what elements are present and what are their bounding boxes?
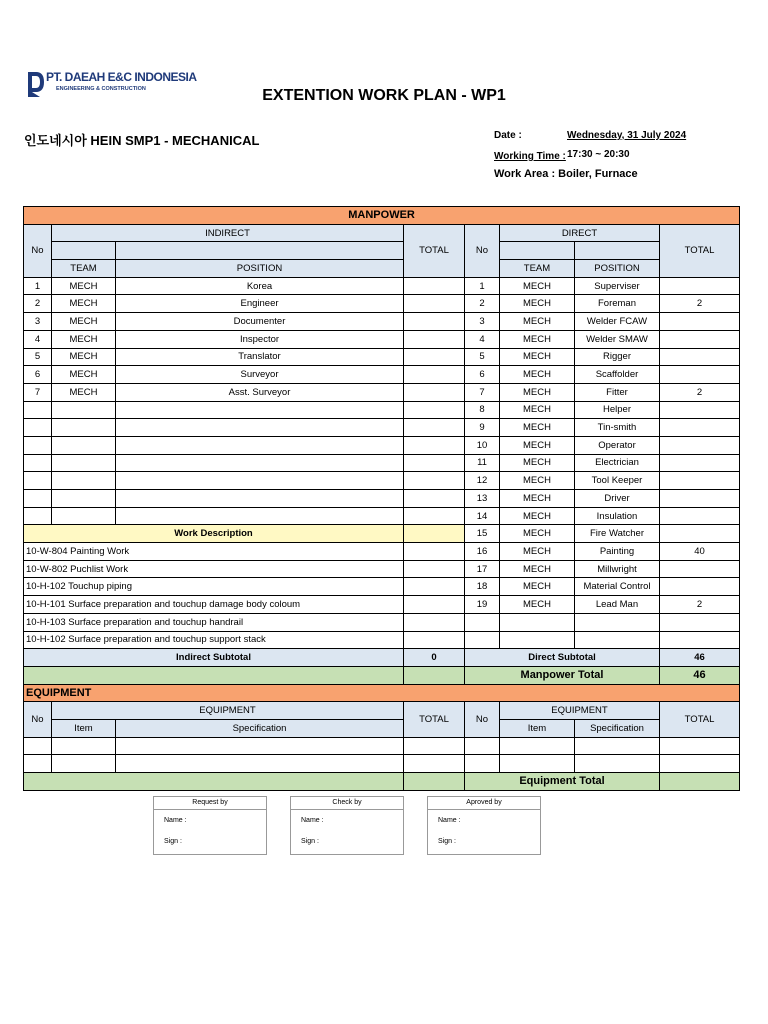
equipment-total-value (660, 773, 740, 791)
direct-team: MECH (500, 348, 575, 366)
indirect-team: MECH (52, 366, 116, 384)
table-row (24, 490, 740, 508)
direct-position: Scaffolder (575, 366, 660, 384)
signature-sign-label: Sign : (438, 838, 456, 845)
direct-total (660, 613, 740, 631)
direct-no: 9 (465, 419, 500, 437)
direct-position: Tool Keeper (575, 472, 660, 490)
indirect-team (52, 507, 116, 525)
direct-position: Tin-smith (575, 419, 660, 437)
equipment-right-total-header: TOTAL (660, 702, 740, 737)
indirect-team (52, 454, 116, 472)
indirect-no (24, 507, 52, 525)
direct-blank-cell (500, 242, 575, 260)
direct-team: MECH (500, 490, 575, 508)
direct-no: 19 (465, 596, 500, 614)
direct-total (660, 330, 740, 348)
direct-position: Driver (575, 490, 660, 508)
table-row (24, 631, 740, 649)
direct-team: MECH (500, 383, 575, 401)
direct-team: MECH (500, 543, 575, 561)
indirect-no: 7 (24, 383, 52, 401)
direct-team: MECH (500, 472, 575, 490)
indirect-total (404, 348, 465, 366)
equipment-cell (404, 737, 465, 755)
signature-box (427, 796, 541, 855)
direct-team: MECH (500, 596, 575, 614)
direct-subtotal-value: 46 (660, 649, 740, 667)
indirect-position: Asst. Surveyor (116, 383, 404, 401)
direct-team: MECH (500, 525, 575, 543)
indirect-position-header: POSITION (116, 260, 404, 278)
equipment-cell (660, 737, 740, 755)
manpower-header: MANPOWER (24, 207, 740, 225)
direct-no: 3 (465, 313, 500, 331)
signature-name-label: Name : (301, 817, 324, 824)
direct-team: MECH (500, 560, 575, 578)
equipment-cell (660, 755, 740, 773)
indirect-position: Translator (116, 348, 404, 366)
indirect-team (52, 436, 116, 454)
table-row (24, 313, 740, 331)
date-value: Wednesday, 31 July 2024 (567, 130, 687, 141)
indirect-no-header: No (24, 224, 52, 277)
equipment-row (24, 737, 740, 755)
indirect-total (404, 277, 465, 295)
indirect-position: Korea (116, 277, 404, 295)
manpower-total-blank (24, 666, 404, 684)
direct-position (575, 613, 660, 631)
direct-team (500, 613, 575, 631)
indirect-position (116, 419, 404, 437)
equipment-total-row (24, 773, 740, 791)
indirect-total (404, 295, 465, 313)
indirect-no: 1 (24, 277, 52, 295)
work-description-total (404, 525, 465, 543)
equipment-cell (500, 737, 575, 755)
direct-position: Helper (575, 401, 660, 419)
direct-total (660, 507, 740, 525)
indirect-no (24, 436, 52, 454)
equipment-spec-header: Specification (575, 719, 660, 737)
indirect-total (404, 472, 465, 490)
direct-total: 2 (660, 596, 740, 614)
work-description-header: Work Description (24, 525, 404, 543)
table-row (24, 419, 740, 437)
indirect-team (52, 401, 116, 419)
table-row (24, 277, 740, 295)
indirect-no (24, 490, 52, 508)
work-description-item: 10-W-802 Puchlist Work (24, 560, 404, 578)
indirect-no: 2 (24, 295, 52, 313)
direct-total: 2 (660, 383, 740, 401)
signature-box (290, 796, 404, 855)
indirect-position: Inspector (116, 330, 404, 348)
direct-position: Material Control (575, 578, 660, 596)
equipment-cell (52, 755, 116, 773)
indirect-position: Engineer (116, 295, 404, 313)
work-area: Work Area : Boiler, Furnace (494, 168, 638, 180)
indirect-team: MECH (52, 330, 116, 348)
indirect-no (24, 454, 52, 472)
equipment-cell (404, 755, 465, 773)
table-row (24, 330, 740, 348)
indirect-team: MECH (52, 348, 116, 366)
direct-total (660, 490, 740, 508)
indirect-total-header: TOTAL (404, 224, 465, 277)
equipment-total-blank (24, 773, 404, 791)
equipment-left-header: EQUIPMENT (52, 702, 404, 720)
signature-name-label: Name : (164, 817, 187, 824)
indirect-total (404, 419, 465, 437)
direct-team: MECH (500, 436, 575, 454)
direct-no: 7 (465, 383, 500, 401)
indirect-team: MECH (52, 383, 116, 401)
direct-position: Welder SMAW (575, 330, 660, 348)
work-description-total (404, 596, 465, 614)
indirect-no (24, 401, 52, 419)
table-row (24, 436, 740, 454)
direct-no: 10 (465, 436, 500, 454)
direct-team: MECH (500, 277, 575, 295)
direct-total-header: TOTAL (660, 224, 740, 277)
manpower-total-row (24, 666, 740, 684)
direct-position: Painting (575, 543, 660, 561)
equipment-cell (575, 755, 660, 773)
work-description-total (404, 543, 465, 561)
direct-total (660, 472, 740, 490)
indirect-position (116, 401, 404, 419)
direct-total (660, 436, 740, 454)
date-label: Date : (494, 130, 522, 141)
table-row (24, 472, 740, 490)
equipment-total-blank (404, 773, 465, 791)
work-description-item: 10-H-103 Surface preparation and touchup handrail (24, 613, 404, 631)
indirect-subtotal-value: 0 (404, 649, 465, 667)
direct-total: 40 (660, 543, 740, 561)
signature-sign-label: Sign : (164, 838, 182, 845)
direct-team-header: TEAM (500, 260, 575, 278)
equipment-cell (465, 737, 500, 755)
equipment-row (24, 755, 740, 773)
equipment-total-label: Equipment Total (465, 773, 660, 791)
indirect-team (52, 490, 116, 508)
direct-total (660, 419, 740, 437)
equipment-section-header: EQUIPMENT (24, 684, 740, 702)
equipment-item-header: Item (500, 719, 575, 737)
direct-no: 13 (465, 490, 500, 508)
equipment-cell (24, 737, 52, 755)
direct-no: 18 (465, 578, 500, 596)
indirect-position (116, 490, 404, 508)
table-row (24, 383, 740, 401)
indirect-subtotal-label: Indirect Subtotal (24, 649, 404, 667)
indirect-total (404, 313, 465, 331)
direct-no: 8 (465, 401, 500, 419)
direct-position-header: POSITION (575, 260, 660, 278)
signature-title: Aproved by (428, 797, 540, 810)
indirect-total (404, 383, 465, 401)
indirect-position (116, 472, 404, 490)
table-row (24, 702, 740, 720)
indirect-no: 5 (24, 348, 52, 366)
indirect-total (404, 366, 465, 384)
page-title: EXTENTION WORK PLAN - WP1 (262, 87, 506, 104)
table-row (24, 295, 740, 313)
project-name: 인도네시아 HEIN SMP1 - MECHANICAL (24, 133, 260, 148)
direct-total (660, 525, 740, 543)
direct-team: MECH (500, 578, 575, 596)
work-description-total (404, 578, 465, 596)
indirect-no: 3 (24, 313, 52, 331)
direct-total (660, 313, 740, 331)
work-description-total (404, 631, 465, 649)
table-row (24, 525, 740, 543)
signature-title: Check by (291, 797, 403, 810)
direct-no: 6 (465, 366, 500, 384)
direct-total (660, 348, 740, 366)
work-description-item: 10-W-804 Painting Work (24, 543, 404, 561)
indirect-blank-cell (116, 242, 404, 260)
table-row (24, 348, 740, 366)
direct-total: 2 (660, 295, 740, 313)
direct-no: 2 (465, 295, 500, 313)
direct-position: Superviser (575, 277, 660, 295)
direct-no: 17 (465, 560, 500, 578)
signature-sign-label: Sign : (301, 838, 319, 845)
indirect-position (116, 507, 404, 525)
equipment-cell (575, 737, 660, 755)
indirect-team: MECH (52, 313, 116, 331)
table-row (24, 454, 740, 472)
indirect-total (404, 454, 465, 472)
direct-no: 5 (465, 348, 500, 366)
direct-no: 16 (465, 543, 500, 561)
direct-total (660, 631, 740, 649)
direct-position (575, 631, 660, 649)
indirect-total (404, 436, 465, 454)
indirect-no (24, 419, 52, 437)
direct-no-header: No (465, 224, 500, 277)
signature-name-label: Name : (438, 817, 461, 824)
signature-title: Request by (154, 797, 266, 810)
direct-team (500, 631, 575, 649)
indirect-no (24, 472, 52, 490)
table-row (24, 507, 740, 525)
direct-no: 4 (465, 330, 500, 348)
equipment-no-header: No (465, 702, 500, 737)
direct-subtotal-label: Direct Subtotal (465, 649, 660, 667)
table-row (24, 613, 740, 631)
indirect-position: Documenter (116, 313, 404, 331)
direct-position: Insulation (575, 507, 660, 525)
direct-total (660, 277, 740, 295)
direct-position: Fire Watcher (575, 525, 660, 543)
direct-no: 14 (465, 507, 500, 525)
indirect-total (404, 401, 465, 419)
direct-team: MECH (500, 454, 575, 472)
indirect-team: MECH (52, 295, 116, 313)
equipment-item-header: Item (52, 719, 116, 737)
work-description-item: 10-H-102 Surface preparation and touchup support stack (24, 631, 404, 649)
direct-team: MECH (500, 419, 575, 437)
table-row (24, 366, 740, 384)
work-description-item: 10-H-102 Touchup piping (24, 578, 404, 596)
table-row (24, 543, 740, 561)
direct-position: Operator (575, 436, 660, 454)
work-plan-table (23, 206, 740, 791)
manpower-total-value: 46 (660, 666, 740, 684)
equipment-cell (116, 737, 404, 755)
direct-no: 1 (465, 277, 500, 295)
company-subtitle: ENGINEERING & CONSTRUCTION (56, 86, 146, 92)
signature-box (153, 796, 267, 855)
indirect-position: Surveyor (116, 366, 404, 384)
direct-total (660, 401, 740, 419)
subtotal-row (24, 649, 740, 667)
direct-no: 12 (465, 472, 500, 490)
direct-team: MECH (500, 313, 575, 331)
indirect-total (404, 490, 465, 508)
indirect-team (52, 472, 116, 490)
work-description-total (404, 560, 465, 578)
indirect-team-header: TEAM (52, 260, 116, 278)
direct-position: Foreman (575, 295, 660, 313)
work-description-item: 10-H-101 Surface preparation and touchup damage body coloum (24, 596, 404, 614)
table-row (24, 596, 740, 614)
direct-team: MECH (500, 295, 575, 313)
direct-position: Rigger (575, 348, 660, 366)
company-name: PT. DAEAH E&C INDONESIA (46, 70, 197, 84)
equipment-spec-header: Specification (116, 719, 404, 737)
direct-team: MECH (500, 330, 575, 348)
direct-total (660, 578, 740, 596)
table-row (24, 719, 740, 737)
indirect-total (404, 507, 465, 525)
indirect-position (116, 454, 404, 472)
direct-position: Millwright (575, 560, 660, 578)
equipment-cell (500, 755, 575, 773)
direct-position: Electrician (575, 454, 660, 472)
direct-header: DIRECT (500, 224, 660, 242)
direct-total (660, 454, 740, 472)
manpower-total-label: Manpower Total (465, 666, 660, 684)
indirect-total (404, 330, 465, 348)
equipment-header-row (24, 684, 740, 702)
working-time-value: 17:30 ~ 20:30 (567, 149, 630, 160)
table-row (24, 401, 740, 419)
equipment-cell (52, 737, 116, 755)
direct-no: 15 (465, 525, 500, 543)
equipment-cell (116, 755, 404, 773)
indirect-no: 4 (24, 330, 52, 348)
equipment-no-header: No (24, 702, 52, 737)
indirect-team (52, 419, 116, 437)
direct-team: MECH (500, 366, 575, 384)
direct-position: Lead Man (575, 596, 660, 614)
table-row (24, 578, 740, 596)
direct-total (660, 366, 740, 384)
equipment-cell (465, 755, 500, 773)
equipment-left-total-header: TOTAL (404, 702, 465, 737)
equipment-cell (24, 755, 52, 773)
table-row (24, 560, 740, 578)
indirect-position (116, 436, 404, 454)
direct-no: 11 (465, 454, 500, 472)
indirect-no: 6 (24, 366, 52, 384)
equipment-right-header: EQUIPMENT (500, 702, 660, 720)
direct-blank-cell (575, 242, 660, 260)
manpower-total-blank (404, 666, 465, 684)
work-description-total (404, 613, 465, 631)
indirect-header: INDIRECT (52, 224, 404, 242)
direct-team: MECH (500, 401, 575, 419)
direct-position: Fitter (575, 383, 660, 401)
direct-no (465, 631, 500, 649)
indirect-blank-cell (52, 242, 116, 260)
direct-position: Welder FCAW (575, 313, 660, 331)
direct-total (660, 560, 740, 578)
working-time-label: Working Time : (494, 151, 566, 162)
direct-no (465, 613, 500, 631)
direct-team: MECH (500, 507, 575, 525)
indirect-team: MECH (52, 277, 116, 295)
